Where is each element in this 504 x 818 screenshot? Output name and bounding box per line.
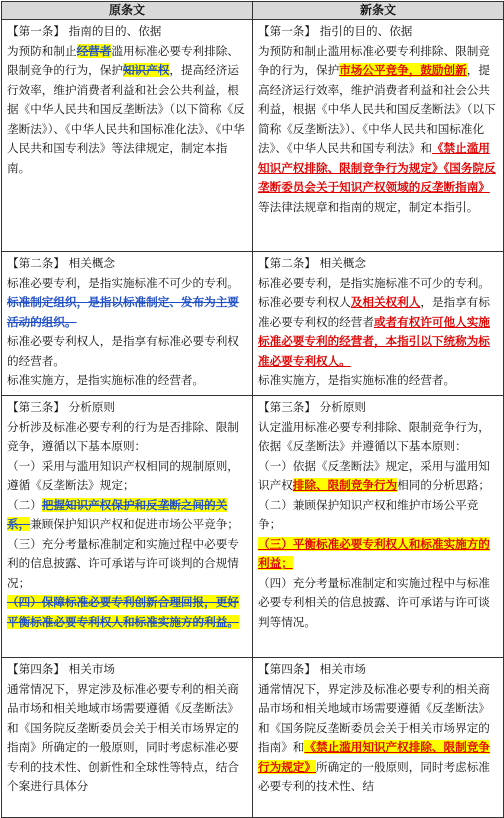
article-text-segment: （二） bbox=[7, 497, 42, 512]
article-text-segment: （二）兼顾保护知识产权和维护市场公平竞争； bbox=[258, 497, 479, 531]
article-text-segment: 平衡标准必要专利权人和标准实施方的利益； bbox=[258, 536, 490, 570]
article-text-segment: （四）充分考量标准制定和实施过程中与标准必要专利相关的信息披露、许可承诺与许可谈判等情况。 bbox=[258, 575, 490, 629]
article-text-segment: （四） bbox=[7, 595, 42, 609]
article-text-segment: 所确定的一般原则，同时考虑标准必要专利的技术性、结 bbox=[258, 759, 490, 793]
header-original: 原条文 bbox=[2, 2, 253, 20]
article-text-segment: 标准必要专利，是指实施标准不可少的专利。 bbox=[258, 275, 490, 290]
article-text-segment: 兼顾保护知识产权和促进市场公平竞争； bbox=[30, 517, 239, 531]
article-text-segment: 《禁止滥用知识产权排除、限制竞争行为规定》 bbox=[258, 740, 490, 774]
new-text-cell bbox=[253, 20, 504, 252]
article-heading: 【第三条】 分析原则 bbox=[258, 400, 367, 414]
article-text-segment: 把握知识产权保护和反垄断之间的关系， bbox=[7, 497, 228, 531]
article-row bbox=[2, 658, 504, 818]
article-text-segment: 市场公平竞争，鼓励创新 bbox=[339, 63, 467, 77]
article-text-segment: 排除、限制竞争行为 bbox=[292, 478, 398, 492]
table-header-row bbox=[2, 2, 504, 20]
comparison-table bbox=[1, 1, 504, 818]
article-heading: 【第一条】 指南的目的、依据 bbox=[7, 24, 162, 38]
article-row bbox=[2, 396, 504, 658]
article-text-segment: 标准实施方，是指实施标准的经营者。 bbox=[258, 373, 456, 387]
header-new: 新条文 bbox=[253, 2, 504, 20]
article-text-segment: 或者有权许可他人实施标准必要专利的经营者，本指引以下统称为标准必要专利权人。 bbox=[258, 314, 490, 368]
original-text-cell bbox=[2, 396, 253, 658]
article-text-segment: 通常情况下，界定涉及标准必要专利的相关商品市场和相关地域市场需要遵循《反垄断法》和《国务院反垄断委员会关于相关市场界定的指南》所确定的一般原则，同时考虑标准必要专利的技术性、创新性和全球性等特点，结合个案进行具体分 bbox=[7, 681, 239, 793]
article-row bbox=[2, 20, 504, 252]
article-heading: 【第三条】 分析原则 bbox=[7, 400, 116, 414]
article-heading: 【第一条】 指引的目的、依据 bbox=[258, 24, 413, 38]
article-text-segment: 相同的分析思路； bbox=[397, 478, 490, 492]
new-text-cell bbox=[253, 252, 504, 396]
article-text-segment: （三） bbox=[258, 536, 293, 551]
article-heading: 【第四条】 相关市场 bbox=[7, 662, 116, 676]
article-text-segment: 和 bbox=[420, 141, 432, 155]
original-text-cell bbox=[2, 252, 253, 396]
article-text-segment: 标准必要专利权人，是指享有标准必要专利权的经营者。 bbox=[7, 334, 239, 368]
article-text-segment: ，提高经济运行效率，维护消费者利益和社会公共利益，根据《中华人民共和国反垄断法》（以下简称《反垄断法》）、《中华人民共和国标准化法》、《中华人民共和国专利法》等法律规定，制定本指南。 bbox=[7, 63, 245, 175]
article-text-segment: 分析涉及标准必要专利的行为是否排除、限制竞争，遵循以下基本原则： bbox=[7, 419, 239, 453]
article-text-segment: （一）依据《反垄断法》规定，采用与滥用知识产权 bbox=[258, 458, 490, 492]
article-text-segment: 知识产权 bbox=[122, 63, 170, 77]
new-text-cell bbox=[253, 396, 504, 658]
article-text-segment: ，提高经济运行效率，维护消费者利益和社会公共利益，根据《中华人民共和国反垄断法》（以下简称《反垄断法》）、《中华人民共和国标准化法》、《中华人民共和国专利法》 bbox=[258, 63, 496, 155]
article-text-segment: 为预防和制止滥用标准必要专利排除、限制竞争的行为，保护 bbox=[258, 43, 490, 77]
article-heading: 【第四条】 相关市场 bbox=[258, 662, 367, 676]
article-text-segment: 滥用标准必要专利排除、限制竞争的行为，保护 bbox=[7, 43, 239, 77]
original-text-cell bbox=[2, 658, 253, 818]
article-heading: 【第二条】 相关概念 bbox=[258, 256, 367, 270]
article-text-segment: 经营者 bbox=[76, 43, 112, 58]
article-text-segment: 标准必要专利，是指实施标准不可少的专利。 bbox=[7, 275, 239, 290]
article-text-segment: 《禁止滥用知识产权排除、限制竞争行为规定》《国务院反垄断委员会关于知识产权领域的反垄断指南》 bbox=[258, 141, 496, 194]
article-text-segment: 及相关权利人 bbox=[350, 295, 421, 309]
article-text-segment: （一）采用与滥用知识产权相同的规制原则，遵循《反垄断法》规定； bbox=[7, 458, 239, 492]
article-text-segment: 为预防和制止 bbox=[7, 43, 77, 58]
article-text-segment: 等法律法规章和指南的规定，制定本指引。 bbox=[258, 199, 479, 214]
article-text-segment: 认定滥用标准必要专利排除、限制竞争行为，依据《反垄断法》并遵循以下基本原则： bbox=[258, 419, 490, 453]
article-text-segment: 标准实施方，是指实施标准的经营者。 bbox=[7, 373, 205, 387]
article-text-segment: 标准必要专利权人 bbox=[258, 295, 351, 309]
article-text-segment: 标准制定组织，是指以标准制定、发布为主要活动的组织。 bbox=[7, 295, 239, 329]
article-heading: 【第二条】 相关概念 bbox=[7, 256, 116, 270]
new-text-cell bbox=[253, 658, 504, 818]
article-text-segment: ，是指享有标准必要专利权的经营者 bbox=[258, 295, 490, 329]
original-text-cell bbox=[2, 20, 253, 252]
article-text-segment: 通常情况下，界定涉及标准必要专利的相关商品市场和相关地域市场需要遵循《反垄断法》和《国务院反垄断委员会关于相关市场界定的指南》和 bbox=[258, 681, 490, 754]
article-row bbox=[2, 252, 504, 396]
article-text-segment: 保障标准必要专利创新合理回报，更好平衡标准必要专利权人和标准实施方的利益。 bbox=[7, 595, 239, 629]
article-text-segment: （三）充分考量标准制定和实施过程中必要专利的信息披露、许可承诺与许可谈判的合规情况； bbox=[7, 536, 239, 590]
